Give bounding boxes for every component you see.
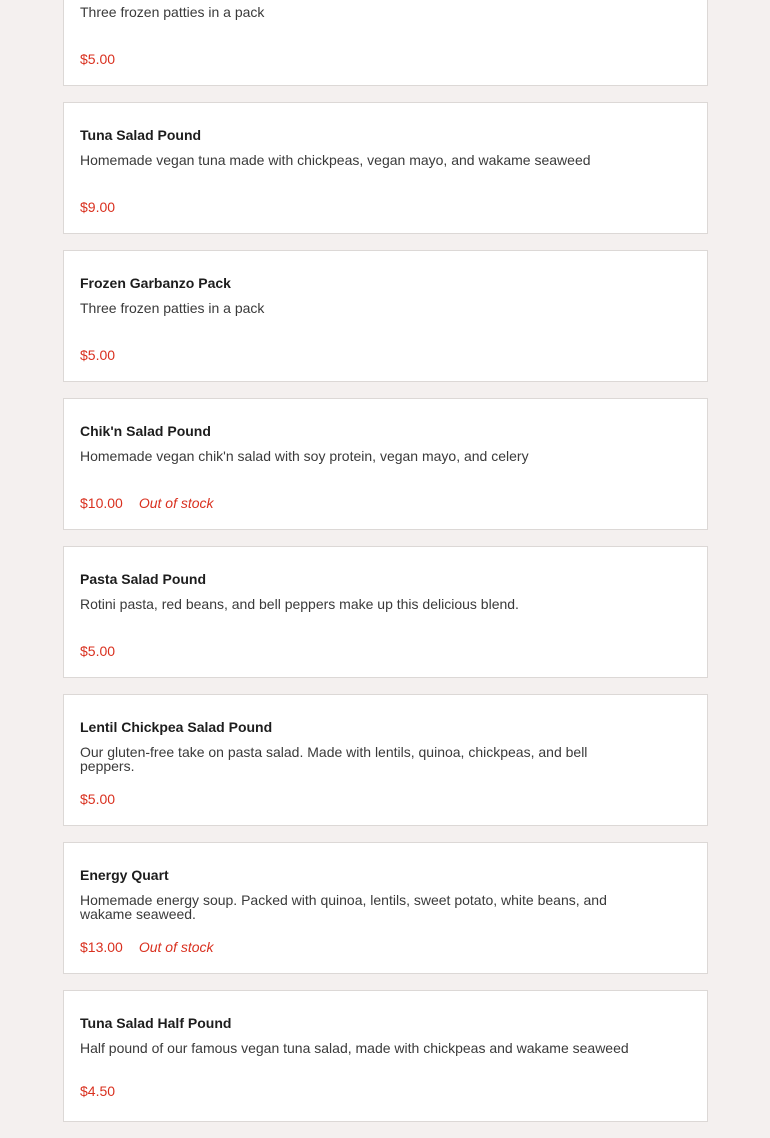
menu-item-name: Lentil Chickpea Salad Pound bbox=[80, 719, 273, 735]
menu-item-description: Half pound of our famous vegan tuna salad, made with chickpeas and wakame seaweed bbox=[80, 1040, 629, 1056]
menu-item-footer bbox=[80, 51, 115, 67]
stock-status-badge: Out of stock bbox=[138, 939, 214, 955]
menu-item-footer bbox=[80, 347, 115, 363]
menu-item-name: Tuna Salad Half Pound bbox=[80, 1015, 232, 1031]
menu-item-footer bbox=[80, 199, 115, 215]
menu-item-footer bbox=[80, 1083, 115, 1099]
menu-item-price: $5.00 bbox=[80, 51, 116, 67]
menu-item-description: Rotini pasta, red beans, and bell peppers make up this delicious blend. bbox=[80, 596, 519, 612]
menu-item-name: Frozen Garbanzo Pack bbox=[80, 275, 231, 291]
menu-item-description: Homemade vegan chik'n salad with soy protein, vegan mayo, and celery bbox=[80, 448, 529, 464]
menu-item-price: $5.00 bbox=[80, 347, 116, 363]
menu-item-description: Three frozen patties in a pack bbox=[80, 300, 265, 316]
stock-status-badge: Out of stock bbox=[138, 495, 214, 511]
menu-item-price: $9.00 bbox=[80, 199, 116, 215]
menu-item-footer bbox=[80, 939, 214, 955]
menu-item-name: Chik'n Salad Pound bbox=[80, 423, 211, 439]
menu-item-card[interactable] bbox=[63, 102, 708, 234]
menu-item-price: $5.00 bbox=[80, 791, 116, 807]
menu-item-name: Pasta Salad Pound bbox=[80, 571, 207, 587]
menu-item-name: Tuna Salad Pound bbox=[80, 127, 202, 143]
menu-item-description: Our gluten-free take on pasta salad. Made with lentils, quinoa, chickpeas, and bell peppers. bbox=[80, 744, 588, 774]
menu-item-footer bbox=[80, 643, 115, 659]
menu-item-price: $10.00 bbox=[80, 495, 123, 511]
menu-item-card[interactable] bbox=[63, 398, 708, 530]
menu-item-card[interactable] bbox=[63, 250, 708, 382]
menu-item-description: Three frozen patties in a pack bbox=[80, 4, 265, 20]
menu-item-card[interactable] bbox=[63, 990, 708, 1122]
menu-item-card[interactable] bbox=[63, 546, 708, 678]
menu-item-description: Homemade vegan tuna made with chickpeas, vegan mayo, and wakame seaweed bbox=[80, 152, 591, 168]
menu-item-card[interactable] bbox=[63, 842, 708, 974]
menu-item-price: $4.50 bbox=[80, 1083, 116, 1099]
menu-item-name: Energy Quart bbox=[80, 867, 169, 883]
menu-item-list bbox=[63, 0, 708, 1138]
menu-item-price: $13.00 bbox=[80, 939, 123, 955]
menu-item-footer bbox=[80, 791, 115, 807]
menu-item-card[interactable] bbox=[63, 694, 708, 826]
menu-item-footer bbox=[80, 495, 214, 511]
menu-item-card[interactable] bbox=[63, 0, 708, 86]
menu-item-price: $5.00 bbox=[80, 643, 116, 659]
menu-item-description: Homemade energy soup. Packed with quinoa, lentils, sweet potato, white beans, and wakame seaweed. bbox=[80, 892, 607, 922]
